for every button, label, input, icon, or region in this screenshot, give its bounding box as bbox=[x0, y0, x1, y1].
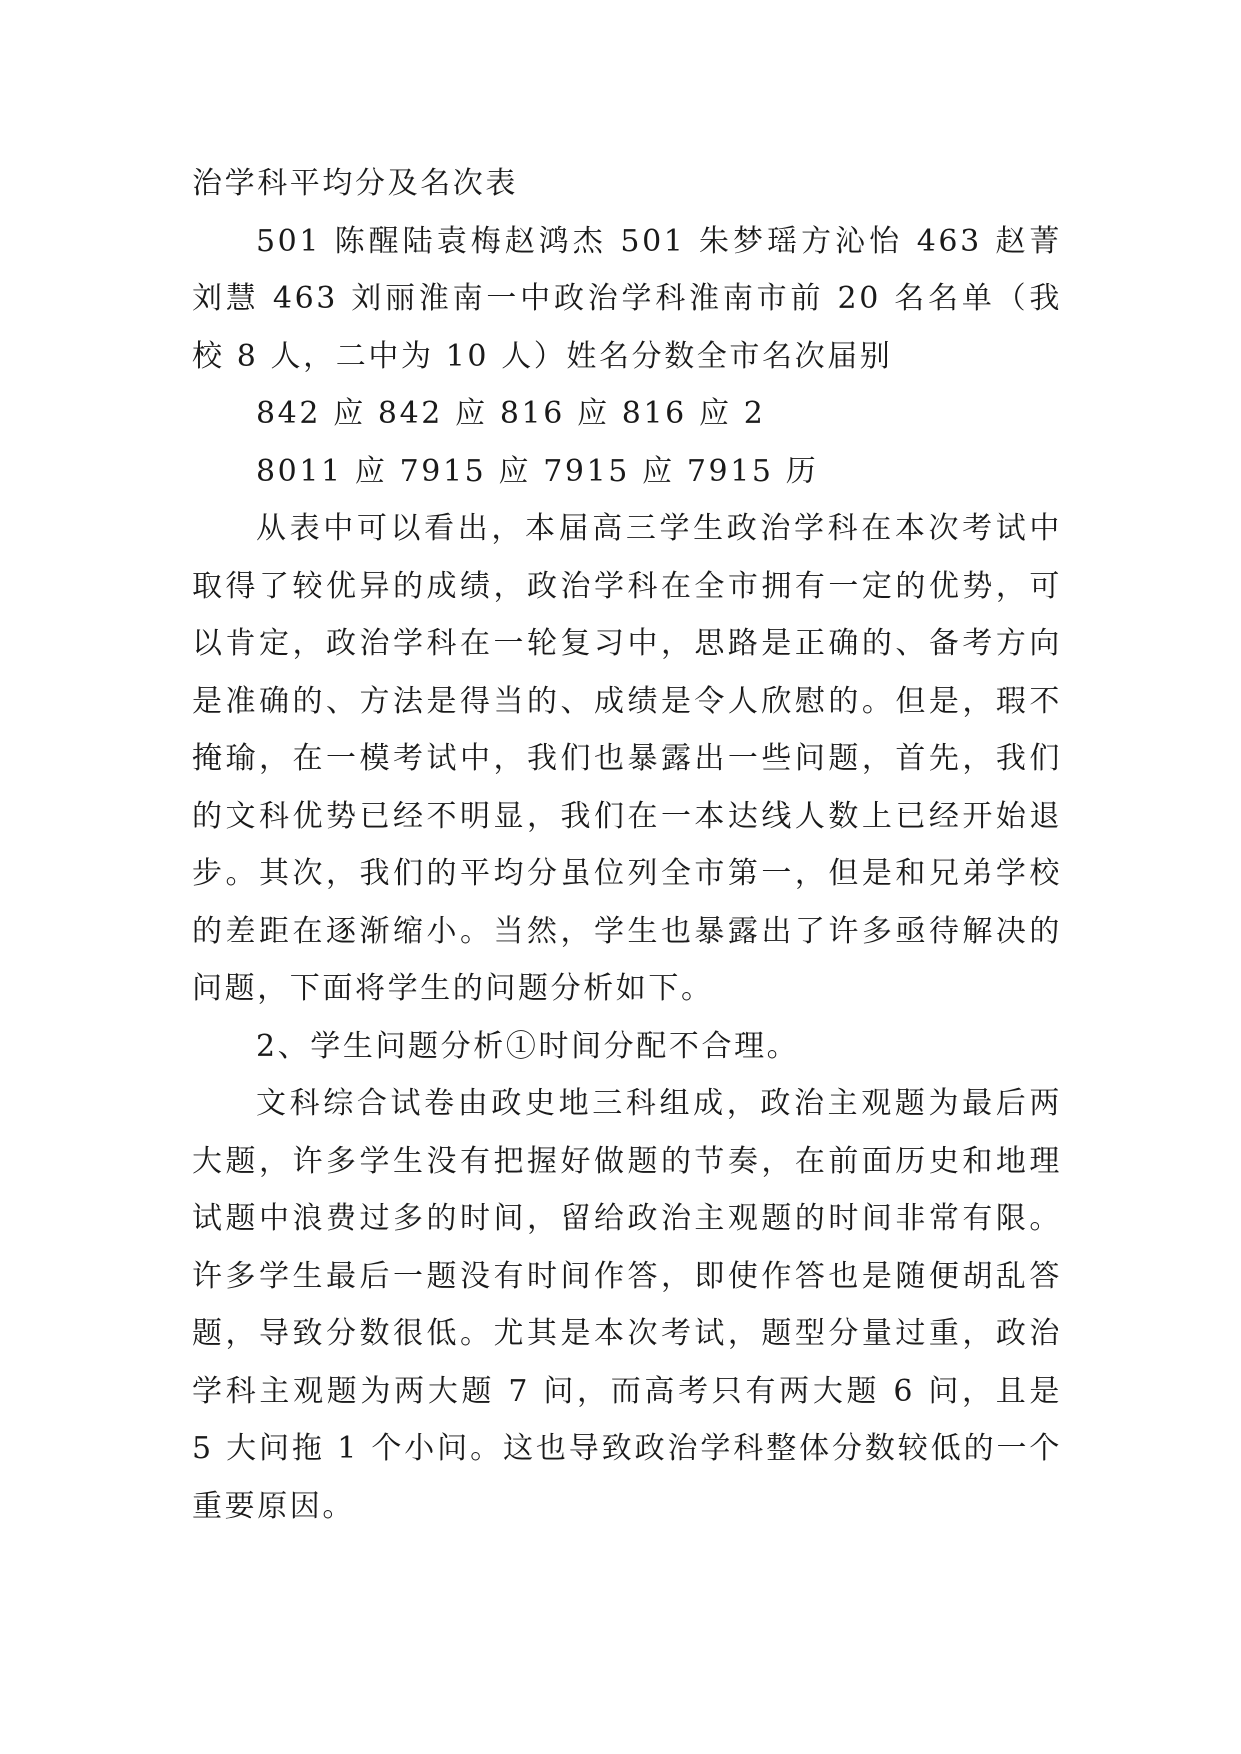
paragraph-score-row-2: 8011 应 7915 应 7915 应 7915 历 bbox=[256, 453, 819, 489]
paragraph-score-row-1: 842 应 842 应 816 应 816 应 2 bbox=[256, 396, 766, 431]
paragraph-top20-list: 501 陈醒陆袁梅赵鸿杰 501 朱梦瑶方沁怡 463 赵菁刘慧 463 刘丽淮南一中政治学科淮南市前 20 名名单（我校 8 人，二中为 10 人）姓名分数全市名次届别 bbox=[192, 223, 1062, 374]
paragraph-time-allocation: 文科综合试卷由政史地三科组成，政治主观题为最后两大题，许多学生没有把握好做题的节奏，在前面历史和地理试题中浪费过多的时间，留给政治主观题的时间非常有限。许多学生最后一题没有时间作答，即使作答也是随便胡乱答题，导致分数很低。尤其是本次考试，题型分量过重，政治学科主观题为两大题 7 问，而高考只有两大题 6 问，且是 5 大问拖 1 个小问。这也导致政治学科整体分数较低的一个重要原因。 bbox=[192, 1086, 1062, 1524]
paragraph-table-title: 治学科平均分及名次表 bbox=[192, 166, 518, 201]
paragraph-analysis: 从表中可以看出，本届高三学生政治学科在本次考试中取得了较优异的成绩，政治学科在全市拥有一定的优势，可以肯定，政治学科在一轮复习中，思路是正确的、备考方向是准确的、方法是得当的、成绩是令人欣慰的。但是，瑕不掩瑜，在一模考试中，我们也暴露出一些问题，首先，我们的文科优势已经不明显，我们在一本达线人数上已经开始退步。其次，我们的平均分虽位列全市第一，但是和兄弟学校的差距在逐渐缩小。当然，学生也暴露出了许多亟待解决的问题，下面将学生的问题分析如下。 bbox=[192, 511, 1062, 1006]
document-page bbox=[192, 155, 1062, 1535]
paragraph-section-heading: 2、学生问题分析①时间分配不合理。 bbox=[256, 1028, 800, 1064]
